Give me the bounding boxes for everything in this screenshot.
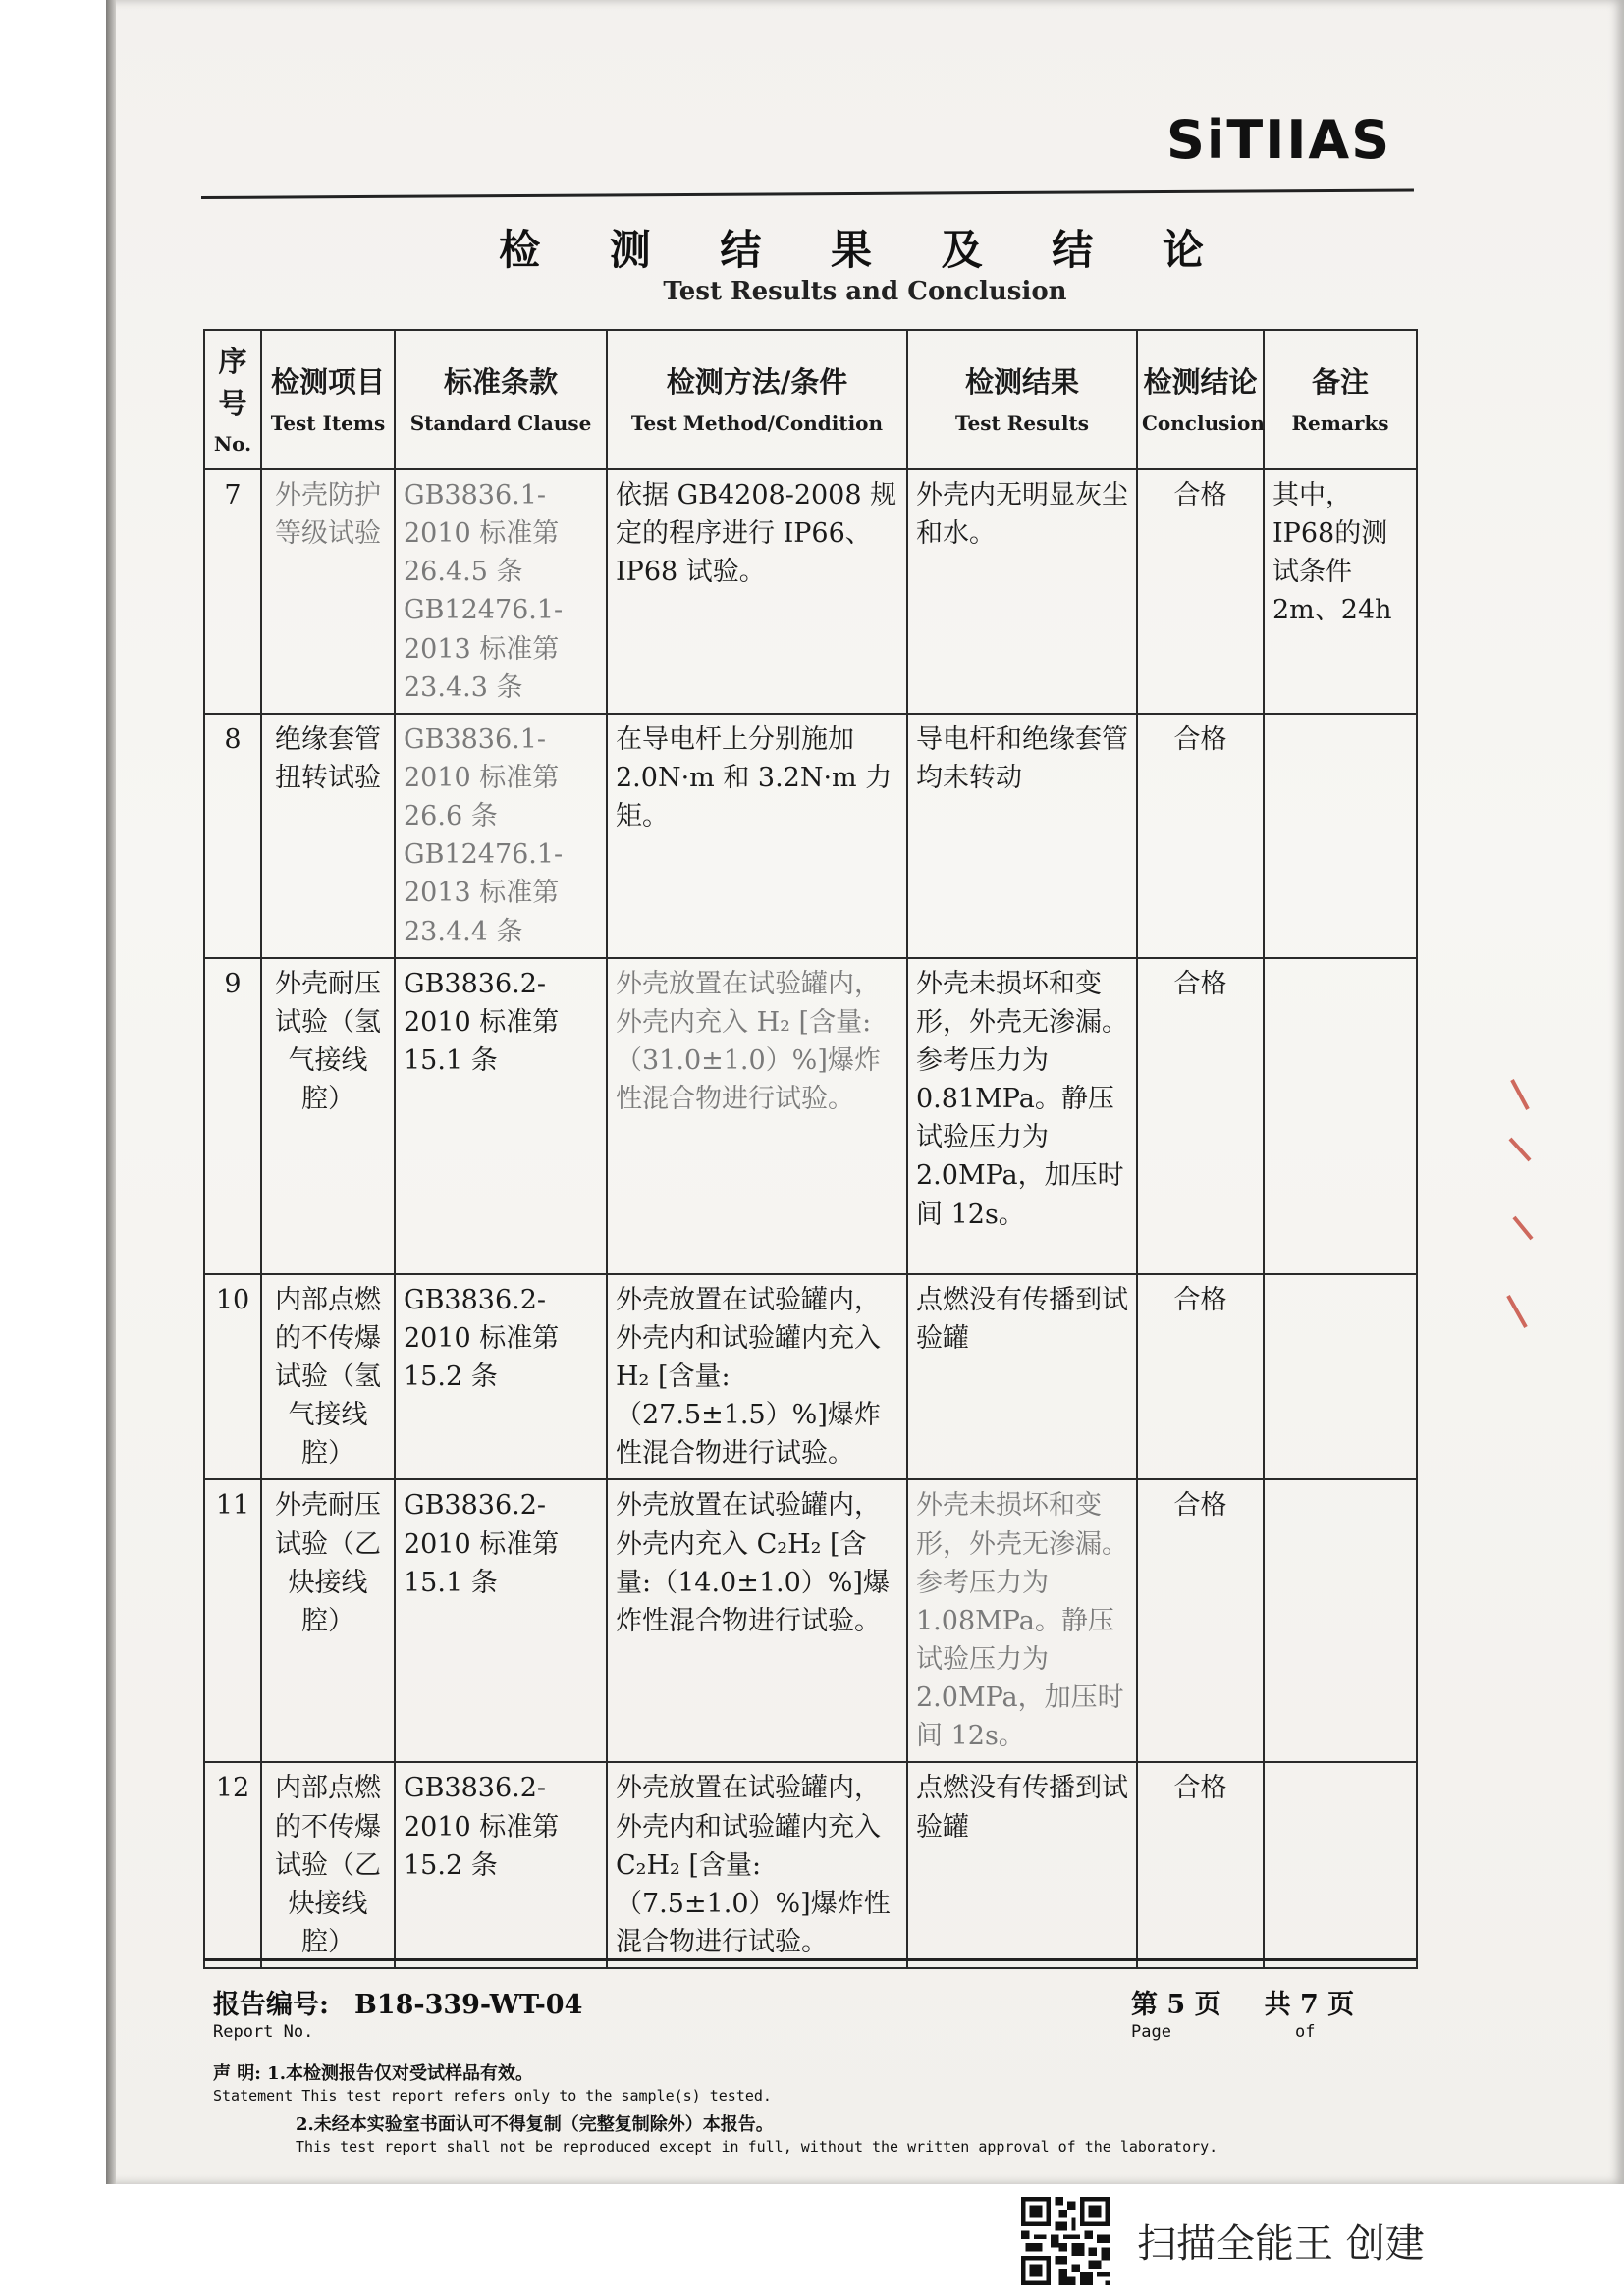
page-indicator: 第 5 页 共 7 页 [1131,1990,1355,2020]
cell-remarks: 其中，IP68的测试条件 2m、24h [1264,469,1417,714]
header-conclusion: 检测结论 Conclusion [1137,330,1264,469]
cell-no: 10 [204,1274,261,1480]
cell-test-item: 绝缘套管扭转试验 [261,714,395,958]
table-row [204,1274,1417,1480]
cell-test-item: 外壳耐压试验（氢气接线腔） [261,958,395,1274]
cell-conclusion: 合格 [1137,958,1264,1274]
cell-test-item: 外壳耐压试验（乙炔接线腔） [261,1479,395,1762]
scanner-brand-text: 扫描全能王 创建 [1137,2221,1425,2267]
cell-conclusion: 合格 [1137,1762,1264,1968]
cell-conclusion: 合格 [1137,1274,1264,1480]
statement-en-2: This test report shall not be reproduced except in full, without the written approval of the laboratory. [296,2138,1218,2156]
cell-clause: GB3836.1-2010 标准第 26.6 条 GB12476.1-2013 标准第 23.4.4 条 [395,714,607,958]
cell-method: 外壳放置在试验罐内，外壳内充入 C₂H₂ [含量:（14.0±1.0）%]爆炸性混合物进行试验。 [607,1479,907,1762]
header-test-results: 检测结果 Test Results [907,330,1137,469]
cell-result: 点燃没有传播到试验罐 [907,1274,1137,1480]
table-row [204,958,1417,1274]
cell-result: 导电杆和绝缘套管均未转动 [907,714,1137,958]
cell-test-item: 内部点燃的不传爆试验（乙炔接线腔） [261,1762,395,1968]
header-no: 序号 No. [204,330,261,469]
report-number: 报告编号: B18-339-WT-04 [213,1990,583,2020]
cell-test-item: 内部点燃的不传爆试验（氢气接线腔） [261,1274,395,1480]
cell-clause: GB3836.1-2010 标准第 26.4.5 条 GB12476.1-2013 标准第 23.4.3 条 [395,469,607,714]
page-title-en: Test Results and Conclusion [663,277,1067,306]
table-row [204,1479,1417,1762]
cell-clause: GB3836.2-2010 标准第 15.1 条 [395,1479,607,1762]
report-number-en-label: Report No. [213,2022,314,2042]
cell-conclusion: 合格 [1137,469,1264,714]
cell-result: 外壳未损坏和变形，外壳无渗漏。参考压力为 1.08MPa。静压试验压力为 2.0MPa，加压时间 12s。 [907,1479,1137,1762]
cell-no: 12 [204,1762,261,1968]
cell-conclusion: 合格 [1137,1479,1264,1762]
company-logo: SiTIIAS [1166,109,1392,171]
table-row [204,714,1417,958]
cell-remarks [1264,1274,1417,1480]
cell-method: 依据 GB4208-2008 规定的程序进行 IP66、IP68 试验。 [607,469,907,714]
cell-conclusion: 合格 [1137,714,1264,958]
cell-no: 9 [204,958,261,1274]
header-test-items: 检测项目 Test Items [261,330,395,469]
cell-no: 8 [204,714,261,958]
page-indicator-en: Page of [1131,2022,1316,2042]
qr-code-icon [1021,2197,1110,2285]
header-remarks: 备注 Remarks [1264,330,1417,469]
cell-result: 外壳未损坏和变形，外壳无渗漏。参考压力为 0.81MPa。静压试验压力为 2.0MPa，加压时间 12s。 [907,958,1137,1274]
results-table [203,329,1418,1969]
red-stamp-fragment [1502,1070,1542,1364]
cell-remarks [1264,714,1417,958]
cell-clause: GB3836.2-2010 标准第 15.1 条 [395,958,607,1274]
cell-clause: GB3836.2-2010 标准第 15.2 条 [395,1762,607,1968]
cell-clause: GB3836.2-2010 标准第 15.2 条 [395,1274,607,1480]
cell-remarks [1264,1479,1417,1762]
cell-remarks [1264,1762,1417,1968]
cell-method: 在导电杆上分别施加 2.0N·m 和 3.2N·m 力矩。 [607,714,907,958]
table-header-row [204,330,1417,469]
table-row [204,1762,1417,1968]
scanner-watermark [1021,2197,1512,2285]
statement-cn-1: 声 明: 1.本检测报告仅对受试样品有效。 [213,2063,533,2084]
cell-result: 外壳内无明显灰尘和水。 [907,469,1137,714]
statement-en-1: Statement This test report refers only to the sample(s) tested. [213,2087,772,2105]
statement-cn-2: 2.未经本实验室书面认可不得复制（完整复制除外）本报告。 [296,2114,774,2135]
table-row [204,469,1417,714]
page-title-cn: 检 测 结 果 及 结 论 [499,226,1231,274]
header-standard-clause: 标准条款 Standard Clause [395,330,607,469]
footer-rule [203,1958,1416,1961]
cell-no: 7 [204,469,261,714]
cell-method: 外壳放置在试验罐内，外壳内和试验罐内充入 H₂ [含量:（27.5±1.5）%]爆炸性混合物进行试验。 [607,1274,907,1480]
header-test-method: 检测方法/条件 Test Method/Condition [607,330,907,469]
cell-no: 11 [204,1479,261,1762]
cell-test-item: 外壳防护等级试验 [261,469,395,714]
cell-method: 外壳放置在试验罐内，外壳内和试验罐内充入 C₂H₂ [含量:（7.5±1.0）%]爆炸性混合物进行试验。 [607,1762,907,1968]
cell-method: 外壳放置在试验罐内，外壳内充入 H₂ [含量:（31.0±1.0）%]爆炸性混合物进行试验。 [607,958,907,1274]
cell-remarks [1264,958,1417,1274]
paper-shadow-edge [106,0,116,2184]
cell-result: 点燃没有传播到试验罐 [907,1762,1137,1968]
